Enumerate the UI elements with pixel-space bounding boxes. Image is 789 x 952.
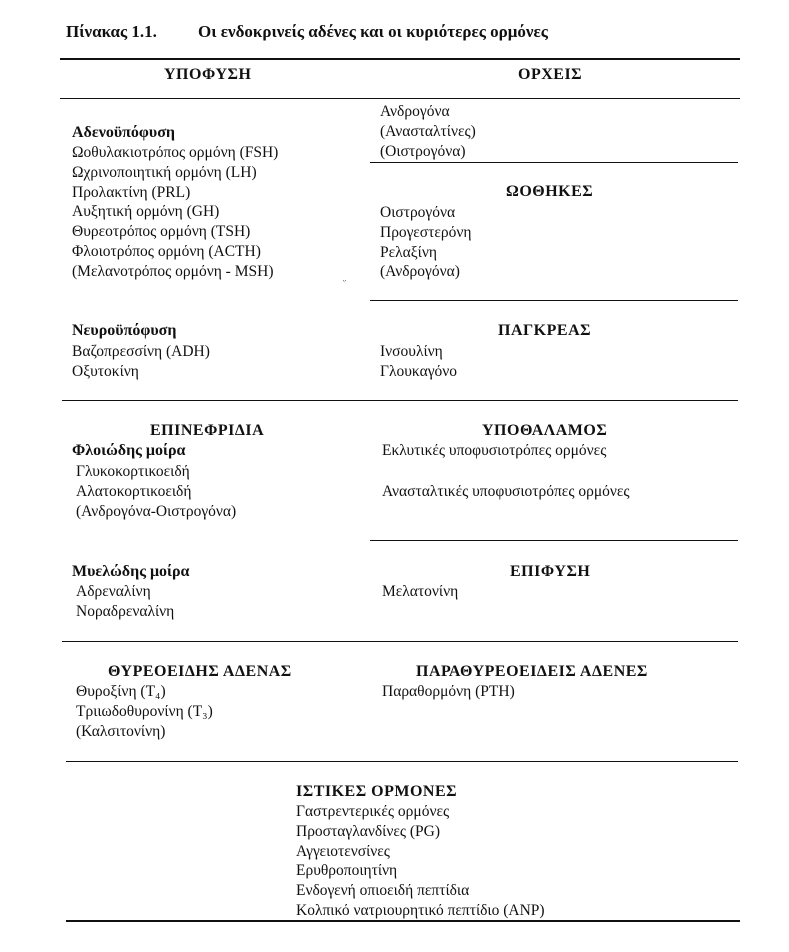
thyroid-header: ΘΥΡΕΟΕΙΔΗΣ ΑΔΕΝΑΣ — [108, 663, 292, 680]
list-item: Μελατονίνη — [382, 583, 459, 600]
bottom-rule — [66, 920, 740, 922]
list-item: Θυρεοτρόπος ορμόνη (TSH) — [72, 223, 251, 241]
list-item: Γλυκοκορτικοειδή — [76, 463, 190, 480]
top-rule — [60, 58, 740, 60]
table-number: Πίνακας 1.1. — [66, 22, 157, 41]
adrenals-header: ΕΠΙΝΕΦΡΙΔΙΑ — [150, 422, 265, 439]
thyroid-list — [76, 682, 213, 741]
list-item: Ανασταλτικές υποφυσιοτρόπες ορμόνες — [382, 483, 630, 500]
tissue-hormones-list — [296, 802, 545, 921]
list-item: Αυξητική ορμόνη (GH) — [72, 203, 220, 221]
adrenal-medulla-list — [76, 582, 174, 622]
list-item: Αγγειοτενσίνες — [296, 842, 390, 860]
list-item: Ρελαξίνη — [380, 243, 437, 261]
list-item: Ερυθροποιητίνη — [296, 862, 398, 880]
section-rule — [370, 162, 738, 163]
pancreas-list — [380, 342, 457, 382]
stray-mark: ᵕ — [343, 276, 346, 287]
neurohypophysis-list — [72, 342, 210, 382]
list-item: Οξυτοκίνη — [72, 362, 139, 380]
row-rule — [62, 641, 738, 642]
parathyroid-header: ΠΑΡΑΘΥΡΕΟΕΙΔΕΙΣ ΑΔΕΝΕΣ — [416, 663, 648, 680]
list-item: Ανδρογόνα — [380, 103, 450, 120]
list-item: Οιστρογόνα — [380, 204, 456, 221]
list-item: Προσταγλανδίνες (PG) — [296, 822, 441, 840]
list-item: (Ανδρογόνα) — [380, 263, 460, 281]
table-caption — [66, 22, 548, 42]
tissue-hormones-header: ΙΣΤΙΚΕΣ ΟΡΜΟΝΕΣ — [296, 783, 458, 800]
list-item: Παραθορμόνη (PTH) — [382, 683, 515, 700]
list-item: (Καλσιτονίνη) — [76, 722, 166, 740]
list-item: Προγεστερόνη — [380, 223, 472, 241]
list-item: (Μελανοτρόπος ορμόνη - MSH) — [72, 262, 274, 280]
section-rule — [370, 540, 738, 541]
header-rule — [60, 98, 740, 99]
adrenal-cortex-title: Φλοιώδης μοίρα — [72, 442, 186, 459]
list-item: Νοραδρεναλίνη — [76, 602, 175, 620]
list-item: Ωοθυλακιοτρόπος ορμόνη (FSH) — [72, 144, 279, 161]
pineal-header: ΕΠΙΦΥΣΗ — [510, 563, 591, 580]
section-rule — [370, 300, 738, 301]
testes-header: ΟΡΧΕΙΣ — [518, 66, 583, 83]
list-item: Αλατοκορτικοειδή — [76, 482, 192, 500]
list-item: (Ανδρογόνα-Οιστρογόνα) — [76, 502, 237, 520]
adenohypophysis-list — [72, 143, 278, 282]
list-item: Ωχρινοποιητική ορμόνη (LH) — [72, 163, 257, 181]
list-item: Αδρεναλίνη — [76, 583, 151, 600]
list-item: Βαζοπρεσσίνη (ADH) — [72, 343, 210, 360]
list-item: Γλουκαγόνο — [380, 362, 458, 380]
row-rule — [62, 400, 738, 401]
list-item: Τριιωδοθυρονίνη (T₃) — [76, 702, 213, 720]
testes-list — [380, 102, 476, 161]
list-item: (Οιστρογόνα) — [380, 142, 466, 160]
neurohypophysis-title: Νευροϋπόφυση — [72, 322, 177, 339]
list-item: Ινσουλίνη — [380, 343, 443, 360]
list-item: Προλακτίνη (PRL) — [72, 183, 191, 201]
adrenal-cortex-list — [76, 462, 236, 521]
hypothalamus-header: ΥΠΟΘΑΛΑΜΟΣ — [482, 422, 608, 439]
list-item: Φλοιοτρόπος ορμόνη (ACTH) — [72, 242, 261, 260]
list-item: Γαστρεντερικές ορμόνες — [296, 803, 450, 820]
table-title: Οι ενδοκρινείς αδένες και οι κυριότερες ορμόνες — [198, 22, 548, 41]
pituitary-header: ΥΠΟΦΥΣΗ — [164, 66, 252, 83]
adrenal-medulla-title: Μυελώδης μοίρα — [72, 563, 190, 580]
adenohypophysis-title: Αδενοϋπόφυση — [72, 124, 175, 141]
list-item: Κολπικό νατριουρητικό πεπτίδιο (ANP) — [296, 901, 545, 919]
row-rule — [66, 761, 738, 762]
ovaries-list — [380, 203, 471, 282]
list-item: Θυροξίνη (T₄) — [76, 683, 166, 700]
list-item: Ενδογενή οπιοειδή πεπτίδια — [296, 882, 470, 900]
list-item: (Ανασταλτίνες) — [380, 122, 476, 140]
pancreas-header: ΠΑΓΚΡΕΑΣ — [498, 322, 592, 339]
ovaries-header: ΩΟΘΗΚΕΣ — [506, 183, 594, 200]
list-item: Εκλυτικές υποφυσιοτρόπες ορμόνες — [382, 442, 607, 459]
